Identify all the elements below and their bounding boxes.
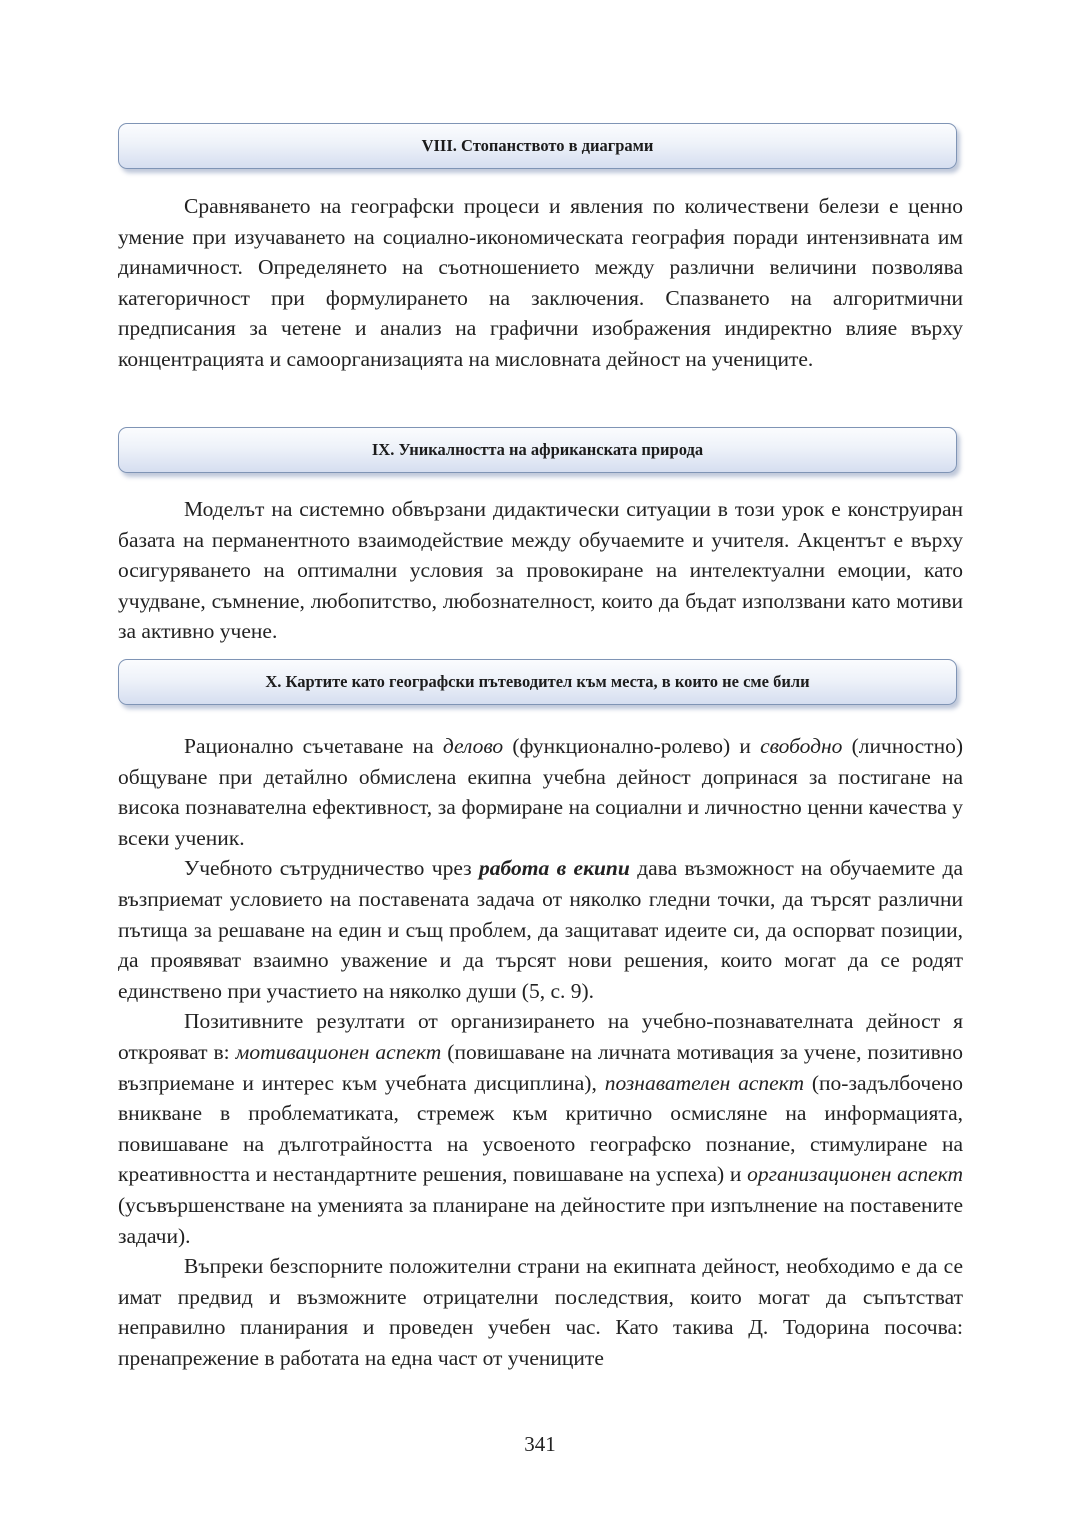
p1-text-3: (личностно) общуване при детайлно обмислена екипна учебна дейност допринася за постигане на висока познавателна ефективност, за формиране на социални и личностно ценни качества у всеки ученик. <box>118 734 963 850</box>
section-heading-ix-text: IX. Уникалността на африканската природа <box>371 440 704 459</box>
p1-italic-2: свободно <box>760 734 843 758</box>
section-heading-x-text: X. Картите като географски пътеводител към места, в които не сме били <box>265 672 810 691</box>
section-heading-viii <box>118 123 957 169</box>
section-heading-ix <box>118 427 957 473</box>
p3-italic-2: познавателен аспект <box>604 1070 805 1095</box>
p2-text-2: дава възможност на обучаемите да възприемат условието на поставената задача от няколко гледни точки, да търсят различни пътища за решаване на един и същ проблем, да защитават идеите си, да оспорват позиции, да проявяват взаимно уважение и да търсят нови решения, които могат да се родят единствено при участието на няколко души (5, с. 9). <box>118 856 963 1003</box>
section-x-paragraph-2 <box>118 853 963 1006</box>
p1-italic-1: делово <box>442 734 504 758</box>
section-x-paragraph-4: Въпреки безспорните положителни страни на екипната дейност, необходимо е да се имат предвид и възможните отрицателни последствия, които могат да съпътстват неправилно планирания и проведен учебен час. Като такива Д. Тодорина посочва: пренапрежение в работата на една част от учениците <box>118 1254 963 1370</box>
section-heading-x <box>118 659 957 705</box>
p3-text-1: Позитивните резултати от организирането на учебно-познавателната дейност я открояват в: <box>118 1009 963 1064</box>
section-x-paragraph-1 <box>118 731 963 853</box>
section-ix-paragraph: Моделът на системно обвързани дидактически ситуации в този урок е конструиран базата на перманентното взаимодействие между обучаемите и учителя. Акцентът е върху осигуряването на оптимални условия за провокиране на интелектуални емоции, като учудване, съмнение, любопитство, любознателност, които да бъдат използвани като мотиви за активно учене. <box>118 497 963 644</box>
section-x-body <box>118 731 963 1373</box>
p2-text-1: Учебното сътрудничество чрез <box>184 856 480 881</box>
p3-italic-1: мотивационен аспект <box>235 1039 442 1064</box>
p3-text-4: (усъвършенстване на уменията за планиране на дейностите при изпълнение на поставените задачи). <box>118 1192 963 1248</box>
page-number: 341 <box>524 1432 556 1456</box>
section-x-paragraph-3 <box>118 1006 963 1251</box>
section-heading-viii-text: VIII. Стопанството в диаграми <box>421 136 654 155</box>
p3-text-3: (по-задълбочено вникване в проблематиката, стремеж към критично осмисляне на информацията, повишаване на дълготрайността на усвоеното географско познание, стимулиране на креативността и нестандартните решения, повишаване на успеха) и <box>118 1070 964 1187</box>
p3-italic-3: организационен аспект <box>747 1162 963 1187</box>
section-viii-body <box>118 191 963 375</box>
section-ix-body <box>118 494 963 647</box>
p1-text-2: (функционално-ролево) и <box>503 734 761 758</box>
p1-text-1: Рационално съчетаване на <box>184 734 443 758</box>
p3-text-2: (повишаване на личната мотивация за учене, позитивно възприемане и интерес към учебната дисциплина), <box>118 1039 963 1095</box>
p2-bold-italic: работа в екипи <box>479 856 630 881</box>
section-viii-paragraph: Сравняването на географски процеси и явления по количествени белези е ценно умение при изучаването на социално-икономическата география поради интензивната им динамичност. Определянето на съотношението между различни величини позволява категоричност при формулирането на заключения. Спазването на алгоритмични предписания за четене и анализ на графични изображения индиректно влияе върху концентрацията и самоорганизацията на мисловната дейност на учениците. <box>118 194 963 371</box>
